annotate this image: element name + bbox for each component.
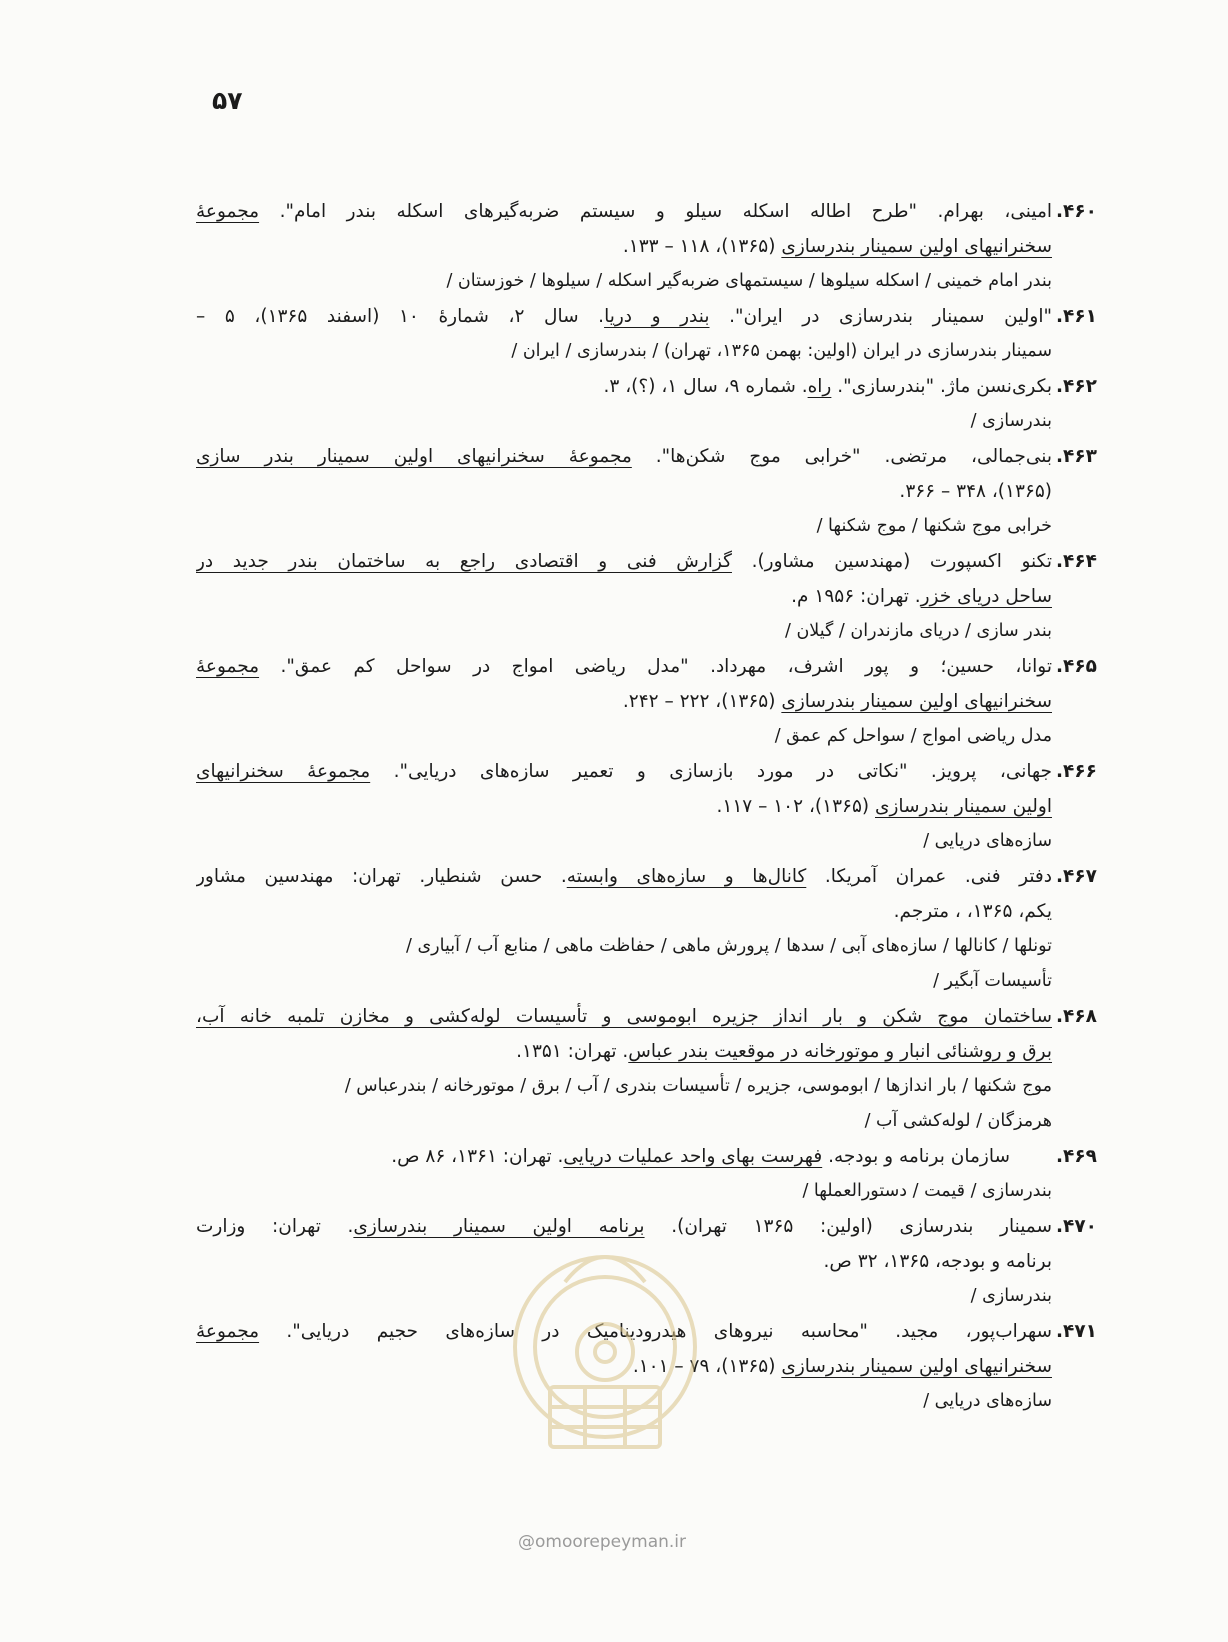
entry-text: . شماره ۹، سال ۱، (؟)، ۳. bbox=[603, 376, 808, 397]
entry-text: سهراب‌پور، مجید. "محاسبه نیروهای هیدرودینامیک در سازه‌های حجیم دریایی". bbox=[259, 1321, 1052, 1342]
entry-title: ساحل دریای خزر bbox=[920, 586, 1052, 607]
entry-text: . سال ۲، شمارهٔ ۱۰ (اسفند ۱۳۶۵)، ۵ – bbox=[196, 306, 605, 327]
entry-number: ۴۶۸. bbox=[1056, 1006, 1097, 1027]
entry-citation-line bbox=[196, 789, 1052, 824]
entry-keywords bbox=[196, 404, 1052, 439]
entry-text: (۱۳۶۵)، ۲۲۲ – ۲۴۲. bbox=[622, 691, 782, 712]
bibliography-entry bbox=[196, 439, 1097, 544]
entry-keywords bbox=[196, 719, 1052, 754]
entry-text: خرابی موج شکنها / موج شکنها / bbox=[816, 516, 1052, 536]
entry-text: بندرسازی / bbox=[970, 411, 1052, 431]
page-number: ۵۷ bbox=[212, 86, 243, 115]
entry-citation-line bbox=[196, 999, 1052, 1034]
entry-citation-line bbox=[196, 649, 1052, 684]
entry-citation-line bbox=[196, 474, 1052, 509]
entry-title: سخنرانیهای اولین سمینار بندرسازی bbox=[781, 691, 1052, 712]
entry-text: امینی، بهرام. "طرح اطاله اسکله سیلو و سیستم ضربه‌گیرهای اسکله بندر امام". bbox=[259, 201, 1052, 222]
entry-title: بندر و دریا bbox=[604, 306, 710, 327]
entry-text: تونلها / کانالها / سازه‌های آبی / سدها / پرورش ماهی / حفاظت ماهی / منابع آب / آبیاری / bbox=[406, 936, 1052, 956]
watermark-seal-icon bbox=[505, 1212, 705, 1482]
entry-title: مجموعهٔ bbox=[196, 201, 260, 222]
entry-citation-line bbox=[196, 1034, 1052, 1069]
entry-title: سخنرانیهای اولین سمینار بندرسازی bbox=[781, 1356, 1052, 1377]
entry-text: بندر سازی / دریای مازندران / گیلان / bbox=[785, 621, 1052, 641]
entry-number: ۴۶۳. bbox=[1056, 446, 1097, 467]
entry-citation-line bbox=[196, 439, 1052, 474]
bibliography-entry bbox=[196, 299, 1097, 369]
entry-text: توانا، حسین؛ و پور اشرف، مهرداد. "مدل ریاضی امواج در سواحل کم عمق". bbox=[259, 656, 1052, 677]
entry-number: ۴۷۰. bbox=[1056, 1216, 1097, 1237]
entry-keywords bbox=[196, 1174, 1052, 1209]
entry-citation-line bbox=[196, 299, 1052, 334]
entry-text: بندرسازی / bbox=[970, 1286, 1052, 1306]
entry-title: مجموعهٔ bbox=[196, 656, 260, 677]
entry-title: راه bbox=[807, 376, 832, 397]
entry-keywords bbox=[196, 824, 1052, 859]
bibliography-entry bbox=[196, 1139, 1097, 1209]
entry-title: برنامه اولین سمینار بندرسازی bbox=[353, 1216, 645, 1237]
entry-text: سازمان برنامه و بودجه. bbox=[822, 1146, 1010, 1167]
entry-text: سمینار بندرسازی در ایران (اولین: بهمن ۱۳۶۵، تهران) / بندرسازی / ایران / bbox=[511, 341, 1052, 361]
entry-citation-line bbox=[196, 754, 1052, 789]
entry-title: مجموعهٔ سخنرانیهای اولین سمینار بندر سازی bbox=[196, 446, 632, 467]
entry-text: برنامه و بودجه، ۱۳۶۵، ۳۲ ص. bbox=[823, 1251, 1052, 1272]
entry-keywords bbox=[196, 509, 1052, 544]
entry-text: موج شکنها / بار اندازها / ابوموسی، جزیره / تأسیسات بندری / آب / برق / موتورخانه / بندرعباس / bbox=[344, 1076, 1052, 1096]
entry-keywords bbox=[196, 1104, 1052, 1139]
entry-citation-line bbox=[196, 194, 1052, 229]
bibliography-entry bbox=[196, 859, 1097, 999]
bibliography-entry bbox=[196, 754, 1097, 859]
entry-number: ۴۶۵. bbox=[1056, 656, 1097, 677]
entry-citation-line bbox=[196, 544, 1052, 579]
entry-keywords bbox=[196, 334, 1052, 369]
entry-text: هرمزگان / لوله‌کشی آب / bbox=[864, 1111, 1052, 1131]
entry-text: (۱۳۶۵)، ۳۴۸ – ۳۶۶. bbox=[899, 481, 1052, 502]
entry-citation-line bbox=[196, 579, 1052, 614]
entry-text: . تهران: ۱۹۵۶ م. bbox=[791, 586, 921, 607]
entry-title: مجموعهٔ سخنرانیهای bbox=[196, 761, 371, 782]
entry-keywords bbox=[196, 264, 1052, 299]
bibliography-entry bbox=[196, 649, 1097, 754]
entry-text: تکنو اکسپورت (مهندسین مشاور). bbox=[731, 551, 1052, 572]
entry-title: فهرست بهای واحد عملیات دریایی bbox=[563, 1146, 823, 1167]
bibliography-entry bbox=[196, 999, 1097, 1139]
entry-text: . تهران: ۱۳۶۱، ۸۶ ص. bbox=[391, 1146, 564, 1167]
entry-keywords bbox=[196, 1069, 1052, 1104]
entry-number: ۴۶۹. bbox=[1056, 1146, 1097, 1167]
entry-text: جهانی، پرویز. "نکاتی در مورد بازسازی و تعمیر سازه‌های دریایی". bbox=[370, 761, 1052, 782]
entry-text: بندرسازی / قیمت / دستورالعملها / bbox=[802, 1181, 1052, 1201]
entry-number: ۴۶۱. bbox=[1056, 306, 1097, 327]
entry-number: ۴۶۲. bbox=[1056, 376, 1097, 397]
entry-text: بنی‌جمالی، مرتضی. "خرابی موج شکن‌ها". bbox=[631, 446, 1052, 467]
entry-keywords bbox=[196, 614, 1052, 649]
entry-number: ۴۶۰. bbox=[1056, 201, 1097, 222]
entry-text: (۱۳۶۵)، ۱۱۸ – ۱۳۳. bbox=[622, 236, 782, 257]
entry-text: (۱۳۶۵)، ۷۹ – ۱۰۱. bbox=[632, 1356, 782, 1377]
entry-text: یکم، ۱۳۶۵، ، مترجم. bbox=[893, 901, 1052, 922]
entry-text: دفتر فنی. عمران آمریکا. bbox=[806, 866, 1052, 887]
entry-citation-line bbox=[196, 229, 1052, 264]
entry-title: اولین سمینار بندرسازی bbox=[875, 796, 1052, 817]
entry-title: مجموعهٔ bbox=[196, 1321, 260, 1342]
entry-title: گزارش فنی و اقتصادی راجع به ساختمان بندر جدید در bbox=[196, 551, 732, 572]
entry-title: سخنرانیهای اولین سمینار بندرسازی bbox=[781, 236, 1052, 257]
entry-text: سازه‌های دریایی / bbox=[923, 831, 1052, 851]
entry-number: ۴۶۷. bbox=[1056, 866, 1097, 887]
entry-text: . تهران: ۱۳۵۱. bbox=[516, 1041, 629, 1062]
bibliography-entry bbox=[196, 194, 1097, 299]
entry-citation-line bbox=[196, 684, 1052, 719]
entry-text: بکری‌نسن ماژ. "بندرسازی". bbox=[831, 376, 1052, 397]
entry-keywords bbox=[196, 964, 1052, 999]
entry-text: "اولین سمینار بندرسازی در ایران". bbox=[709, 306, 1052, 327]
entry-title: کانال‌ها و سازه‌های وابسته bbox=[566, 866, 807, 887]
watermark-site: @omoorepeyman.ir bbox=[518, 1532, 687, 1552]
entry-citation-line bbox=[196, 369, 1052, 404]
entry-text: (۱۳۶۵)، ۱۰۲ – ۱۱۷. bbox=[716, 796, 875, 817]
entry-text: . حسن شنطیار. تهران: مهندسین مشاور bbox=[196, 866, 567, 887]
entry-title: ساختمان موج شکن و بار انداز جزیره ابوموسی و تأسیسات لوله‌کشی و مخازن تلمبه خانه آب، bbox=[196, 1006, 1052, 1027]
entry-citation-line bbox=[196, 1139, 1052, 1174]
entry-text: سازه‌های دریایی / bbox=[923, 1391, 1052, 1411]
entry-text: . تهران: وزارت bbox=[196, 1216, 354, 1237]
entry-keywords bbox=[196, 929, 1052, 964]
entry-text: سمینار بندرسازی (اولین: ۱۳۶۵ تهران). bbox=[644, 1216, 1052, 1237]
entry-text: مدل ریاضی امواج / سواحل کم عمق / bbox=[774, 726, 1052, 746]
entry-number: ۴۶۴. bbox=[1056, 551, 1097, 572]
bibliography-entry bbox=[196, 544, 1097, 649]
entry-text: تأسیسات آبگیر / bbox=[933, 971, 1052, 991]
entry-citation-line bbox=[196, 894, 1052, 929]
entry-number: ۴۶۶. bbox=[1056, 761, 1097, 782]
entry-citation-line bbox=[196, 859, 1052, 894]
entry-text: بندر امام خمینی / اسکله سیلوها / سیستمهای ضربه‌گیر اسکله / سیلوها / خوزستان / bbox=[446, 271, 1052, 291]
entry-title: برق و روشنائی انبار و موتورخانه در موقعیت بندر عباس bbox=[628, 1041, 1052, 1062]
bibliography-entry bbox=[196, 369, 1097, 439]
entry-number: ۴۷۱. bbox=[1056, 1321, 1097, 1342]
